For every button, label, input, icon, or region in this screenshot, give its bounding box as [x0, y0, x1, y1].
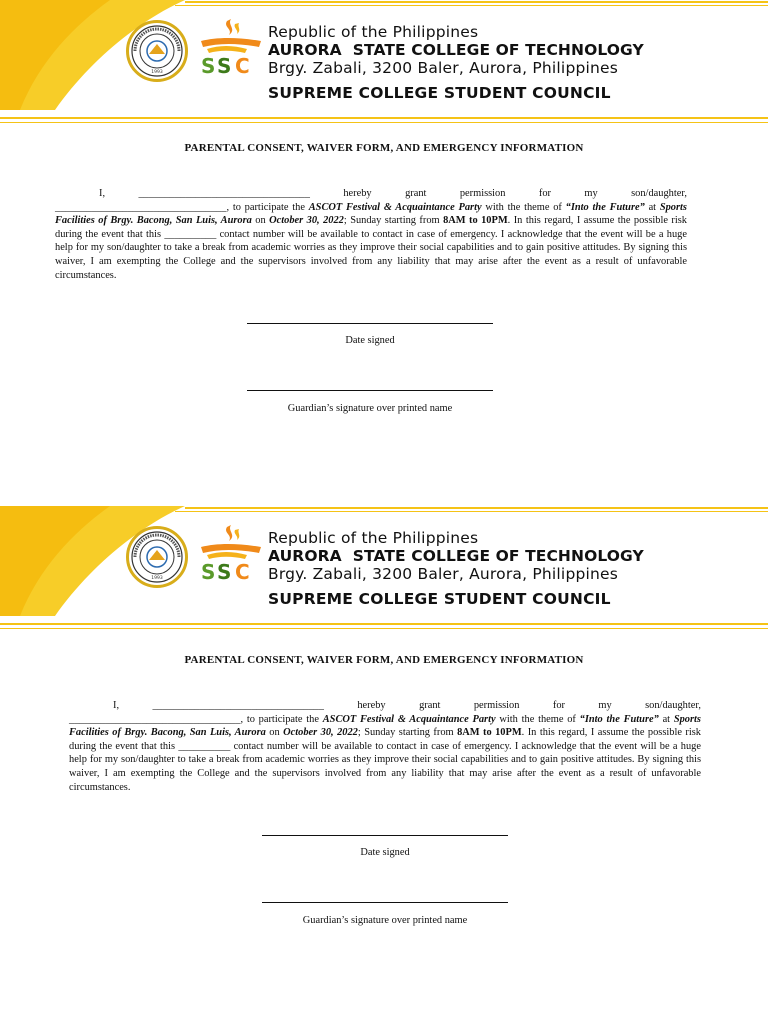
date-signed-label: Date signed — [360, 847, 410, 858]
svg-text:S: S — [217, 560, 232, 583]
ssc-logo-icon — [197, 15, 263, 77]
guardian-signature-line[interactable] — [262, 902, 508, 903]
text: . — [521, 727, 525, 739]
event-theme: “Into the Future” — [579, 713, 659, 725]
guardian-signature-line[interactable] — [247, 390, 493, 391]
text: with the theme of — [481, 201, 566, 213]
council-name: SUPREME COLLEGE STUDENT COUNCIL — [268, 84, 611, 102]
guardian-signature-label: Guardian’s signature over printed name — [287, 403, 453, 414]
form-title: PARENTAL CONSENT, WAIVER FORM, AND EMERGENCY INFORMATION — [184, 654, 584, 666]
consent-body — [55, 201, 687, 283]
word: son/daughter, — [631, 188, 687, 199]
date-signature-line[interactable] — [262, 835, 508, 836]
event-date: October 30, 2022 — [283, 727, 358, 739]
college-seal-logo — [126, 526, 188, 588]
consent-i: I, — [113, 700, 120, 711]
text: . — [507, 215, 511, 227]
text: on — [265, 727, 284, 739]
event-date: October 30, 2022 — [269, 215, 344, 227]
text: at — [658, 713, 674, 725]
event-theme: “Into the Future” — [565, 201, 645, 213]
event-venue: Sports Facilities of Brgy. Bacong, San Luis, Aurora — [55, 201, 687, 227]
word: son/daughter, — [645, 700, 701, 711]
text: ; Sunday starting from — [357, 727, 458, 739]
header-text — [268, 23, 644, 103]
date-signed-label: Date signed — [345, 335, 395, 346]
word: my — [598, 700, 612, 711]
word: grant — [405, 188, 427, 199]
word: hereby — [343, 188, 372, 199]
text: , to participate the — [226, 201, 309, 213]
form-title: PARENTAL CONSENT, WAIVER FORM, AND EMERGENCY INFORMATION — [184, 142, 584, 154]
svg-text:S: S — [201, 54, 216, 77]
svg-text:C: C — [235, 54, 250, 77]
seal-year: 1993 — [151, 576, 163, 581]
guardian-signature-label: Guardian’s signature over printed name — [302, 915, 468, 926]
event-time: 8AM to 10PM — [443, 215, 508, 227]
word: hereby — [357, 700, 386, 711]
child-name-blank: _________________________________ — [69, 713, 241, 725]
event-time: 8AM to 10PM — [457, 727, 522, 739]
college-address: Brgy. Zabali, 3200 Baler, Aurora, Philippines — [268, 565, 619, 583]
header-text — [268, 529, 644, 609]
svg-text:C: C — [235, 560, 250, 583]
event-name: ASCOT Festival & Acquaintance Party — [308, 201, 482, 213]
word: permission — [473, 700, 520, 711]
text: at — [644, 201, 660, 213]
header-bottom-rule — [0, 115, 768, 127]
word: for — [538, 188, 551, 199]
consent-paragraph — [69, 699, 701, 794]
parent-name-blank: _________________________________ — [152, 700, 324, 711]
college-name: AURORA STATE COLLEGE OF TECHNOLOGY — [268, 41, 644, 59]
seal-year: 1993 — [151, 70, 163, 75]
event-venue: Sports Facilities of Brgy. Bacong, San Luis, Aurora — [69, 713, 701, 739]
college-seal-logo — [126, 20, 188, 82]
council-name: SUPREME COLLEGE STUDENT COUNCIL — [268, 590, 611, 608]
consent-body — [69, 713, 701, 795]
waiver-text: In this regard, I assume the possible risk during the event that this __________ contact number will be available to contact in case of emergency. I acknowledge that the event will be a huge help for my son/daughter to take a break from academic worries as they improve their social capabilities and to gain positive attitudes. By signing this waiver, I am exempting the College and the supervisors involved from any liability that may arise after the event as a result of unfavorable circumstances. — [69, 727, 702, 793]
consent-form-2 — [0, 506, 768, 1024]
child-name-blank: _________________________________ — [55, 201, 227, 213]
consent-first-line — [55, 187, 687, 201]
consent-first-line — [69, 699, 701, 713]
consent-form-1 — [0, 0, 768, 500]
date-signature-line[interactable] — [247, 323, 493, 324]
parent-name-blank: _________________________________ — [138, 188, 310, 199]
text: on — [251, 215, 270, 227]
college-name: AURORA STATE COLLEGE OF TECHNOLOGY — [268, 547, 644, 565]
header-bottom-rule — [0, 621, 768, 633]
republic-line: Republic of the Philippines — [268, 23, 479, 41]
svg-text:S: S — [201, 560, 216, 583]
consent-paragraph — [55, 187, 687, 282]
college-address: Brgy. Zabali, 3200 Baler, Aurora, Philippines — [268, 59, 619, 77]
republic-line: Republic of the Philippines — [268, 529, 479, 547]
event-name: ASCOT Festival & Acquaintance Party — [322, 713, 496, 725]
waiver-text: In this regard, I assume the possible risk during the event that this __________ contact number will be available to contact in case of emergency. I acknowledge that the event will be a huge help for my son/daughter to take a break from academic worries as they improve their social capabilities and to gain positive attitudes. By signing this waiver, I am exempting the College and the supervisors involved from any liability that may arise after the event as a result of unfavorable circumstances. — [55, 215, 688, 281]
word: for — [552, 700, 565, 711]
word: grant — [419, 700, 441, 711]
consent-i: I, — [99, 188, 106, 199]
text: ; Sunday starting from — [343, 215, 444, 227]
svg-text:S: S — [217, 54, 232, 77]
text: , to participate the — [240, 713, 323, 725]
ssc-logo-icon — [197, 521, 263, 583]
word: my — [584, 188, 598, 199]
word: permission — [459, 188, 506, 199]
text: with the theme of — [495, 713, 580, 725]
